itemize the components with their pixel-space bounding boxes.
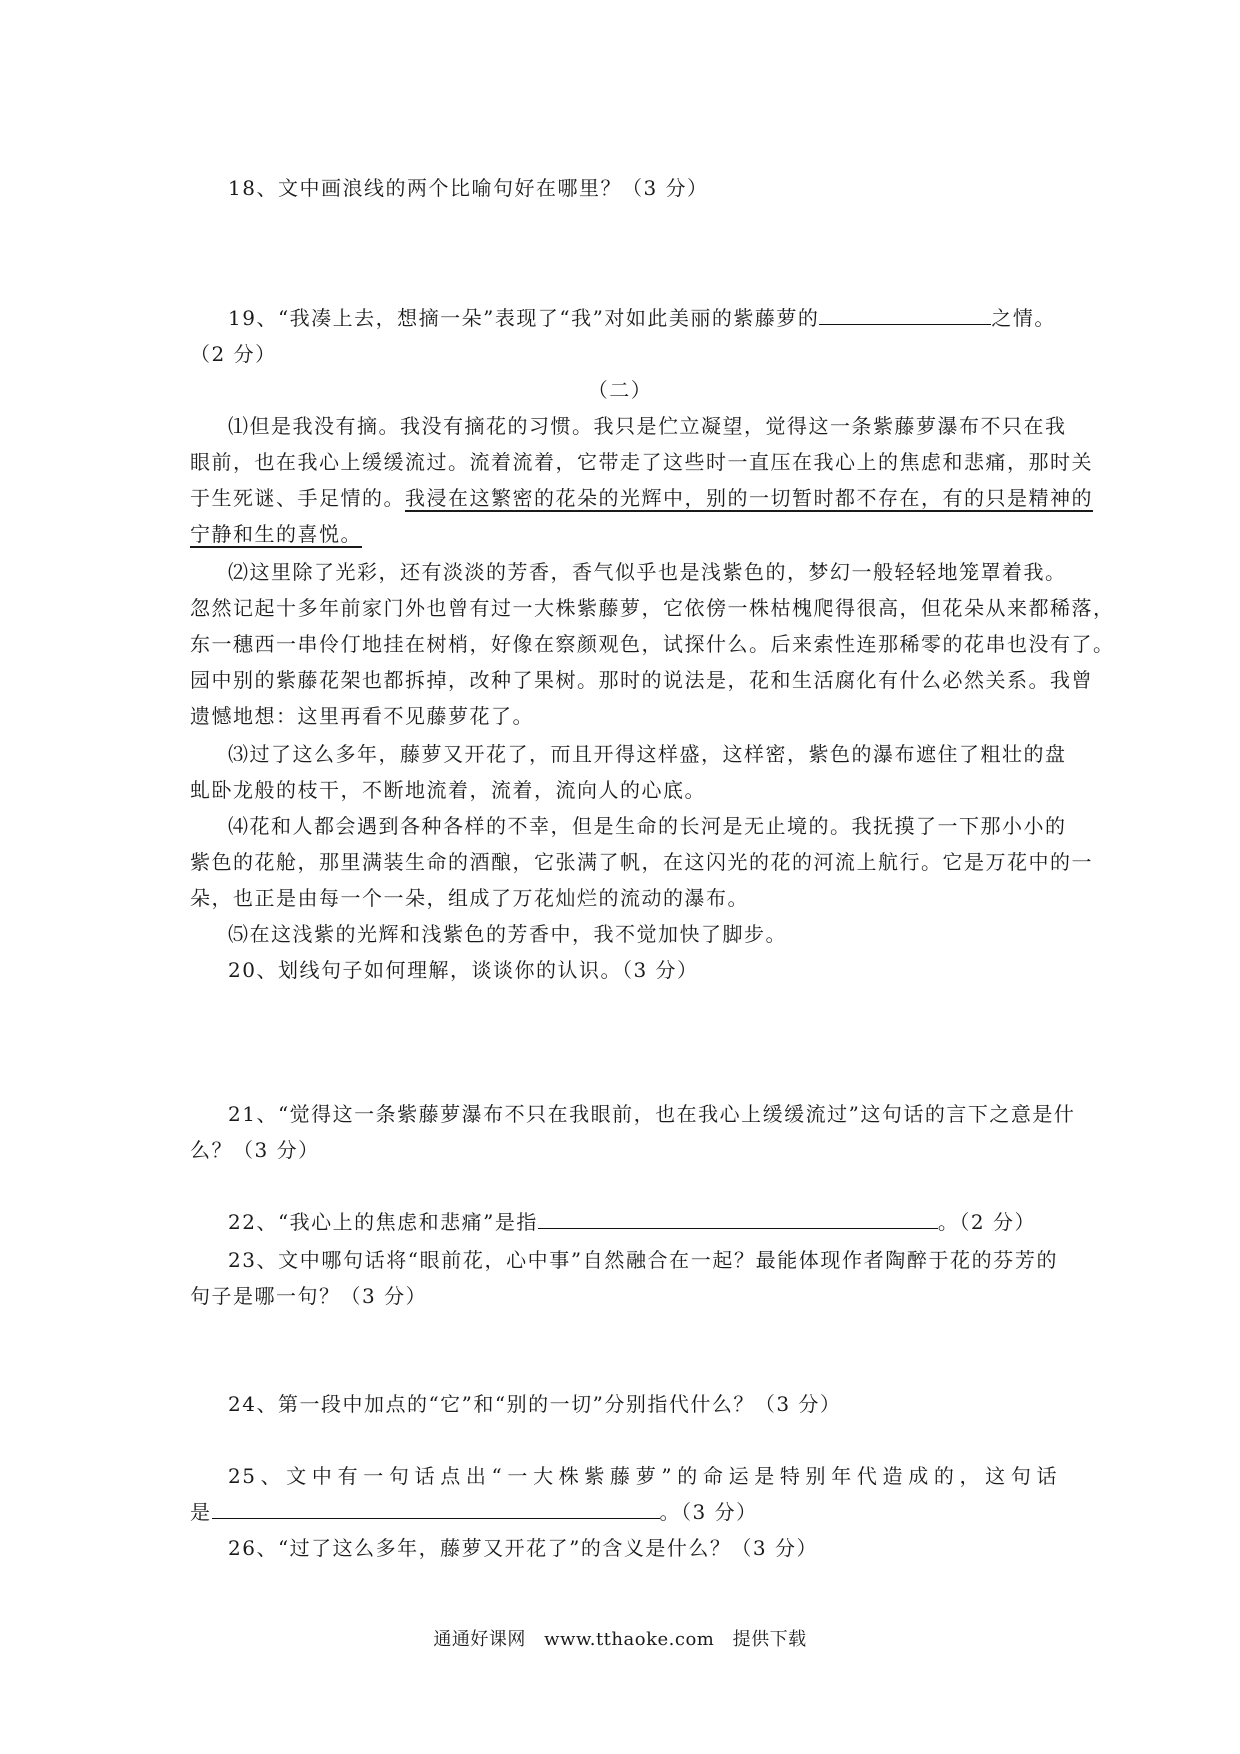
answer-blank-22[interactable] (538, 1208, 938, 1229)
section-title: （二） (587, 378, 653, 402)
passage-p4-line2: 紫色的花舱，那里满装生命的酒酿，它张满了帆，在这闪光的花的河流上航行。它是万花中的一 (190, 850, 1093, 874)
passage-p1-line1: ⑴但是我没有摘。我没有摘花的习惯。我只是伫立凝望，觉得这一条紫藤萝瀑布不只在我 (228, 414, 1067, 438)
passage-p2-line4: 园中别的紫藤花架也都拆掉，改种了果树。那时的说法是，花和生活腐化有什么必然关系。我曾 (190, 668, 1093, 692)
passage-p1-line3 (190, 484, 1093, 512)
passage-p1-line3-plain: 于生死谜、手足情的。 (190, 486, 405, 510)
passage-p2-line2: 忽然记起十多年前家门外也曾有过一大株紫藤萝，它依傍一株枯槐爬得很高，但花朵从来都稀落， (190, 596, 1115, 620)
question-19-score: （2 分） (190, 342, 277, 366)
passage-p3-line2: 虬卧龙般的枝干，不断地流着，流着，流向人的心底。 (190, 778, 706, 802)
question-25-suffix: 。（3 分） (659, 1500, 758, 1524)
passage-p2-line1: ⑵这里除了光彩，还有淡淡的芳香，香气似乎也是浅紫色的，梦幻一般轻轻地笼罩着我。 (228, 560, 1067, 584)
passage-p4-line1: ⑷花和人都会遇到各种各样的不幸，但是生命的长河是无止境的。我抚摸了一下那小小的 (228, 814, 1067, 838)
underlined-sentence-part2: 宁静和生的喜悦。 (190, 522, 362, 546)
question-26: 26、“过了这么多年，藤萝又开花了”的含义是什么？（3 分） (228, 1536, 818, 1560)
passage-p1-line2: 眼前，也在我心上缓缓流过。流着流着，它带走了这些时一直压在我心上的焦虑和悲痛，那时关 (190, 450, 1093, 474)
answer-blank-25[interactable] (212, 1498, 660, 1519)
question-22 (228, 1208, 1058, 1236)
page-footer (0, 1625, 1240, 1651)
question-18: 18、文中画浪线的两个比喻句好在哪里？（3 分） (228, 176, 709, 200)
question-21-line1: 21、“觉得这一条紫藤萝瀑布不只在我眼前，也在我心上缓缓流过”这句话的言下之意是什 (228, 1102, 1076, 1126)
passage-p4-line3: 朵，也正是由每一个一朵，组成了万花灿烂的流动的瀑布。 (190, 886, 749, 910)
answer-blank-19[interactable] (819, 304, 991, 325)
question-21-line2: 么？（3 分） (190, 1138, 320, 1162)
question-19 (228, 304, 1058, 332)
footer-url: www.tthaoke.com (544, 1629, 715, 1650)
footer-action: 提供下载 (732, 1629, 807, 1650)
question-25-line1: 25、文中有一句话点出“一大株紫藤萝”的命运是特别年代造成的，这句话 (228, 1464, 1058, 1488)
passage-p1-line4 (190, 520, 1058, 548)
question-22-text: 22、“我心上的焦虑和悲痛”是指 (228, 1210, 538, 1234)
question-24: 24、第一段中加点的“它”和“别的一切”分别指代什么？（3 分） (228, 1392, 842, 1416)
underlined-sentence-part1: 我浸在这繁密的花朵的光辉中，别的一切暂时都不存在，有的只是精神的 (405, 486, 1093, 510)
passage-p5-line1: ⑸在这浅紫的光辉和浅紫色的芳香中，我不觉加快了脚步。 (228, 922, 787, 946)
question-25-line2 (190, 1498, 1058, 1526)
question-23-line1: 23、文中哪句话将“眼前花，心中事”自然融合在一起？最能体现作者陶醉于花的芬芳的 (228, 1248, 1058, 1272)
passage-p2-line3: 东一穗西一串伶仃地挂在树梢，好像在察颜观色，试探什么。后来索性连那稀零的花串也没有了。 (190, 632, 1115, 656)
question-19-text: 19、“我凑上去，想摘一朵”表现了“我”对如此美丽的紫藤萝的 (228, 306, 820, 330)
footer-site-name: 通通好课网 (433, 1629, 526, 1650)
question-20: 20、划线句子如何理解，谈谈你的认识。（3 分） (228, 958, 699, 982)
passage-p2-line5: 遗憾地想：这里再看不见藤萝花了。 (190, 704, 534, 728)
question-22-suffix: 。（2 分） (937, 1210, 1036, 1234)
question-23-line2: 句子是哪一句？（3 分） (190, 1284, 428, 1308)
question-25-prefix: 是 (190, 1500, 212, 1524)
passage-p3-line1: ⑶过了这么多年，藤萝又开花了，而且开得这样盛，这样密，紫色的瀑布遮住了粗壮的盘 (228, 742, 1067, 766)
question-19-suffix: 之情。 (991, 306, 1056, 330)
